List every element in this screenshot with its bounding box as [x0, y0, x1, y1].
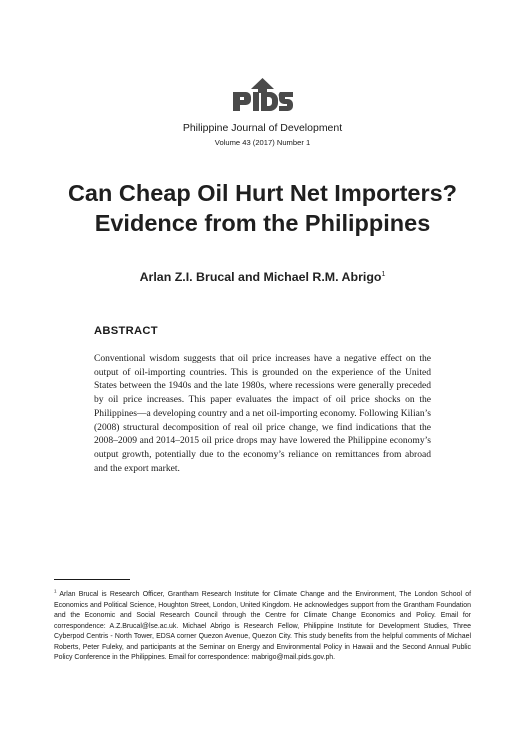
journal-volume: Volume 43 (2017) Number 1	[214, 138, 311, 147]
article-title-line-1: Can Cheap Oil Hurt Net Importers?	[67, 180, 458, 206]
abstract-heading: ABSTRACT	[94, 325, 158, 337]
article-title-line-2: Evidence from the Philippines	[94, 210, 431, 236]
footnote-text: Arlan Brucal is Research Officer, Grantham Research Institute for Climate Change and the Environment, The London School of Economics and Political Science, Houghton Street, London, United Kingdom. He acknowledges support from the Grantham Foundation and the Economic and Social Research Council through the Centre for Climate Change Economics and Policy. Email for correspondence: A.Z.Brucal@lse.ac.uk. Michael Abrigo is Research Fellow, Philippine Institute for Development Studies, Three Cyberpod Centris - North Tower, EDSA corner Quezon Avenue, Quezon City. This study benefits from the helpful comments of Michael Roberts, Peter Fuleky, and participants at the Seminar on Energy and Environmental Policy in Hawaii and the Second Annual Public Policy Conference in the Philippines. Email for correspondence: mabrigo@mail.pids.gov.ph.	[54, 591, 471, 661]
author-list	[0, 270, 525, 284]
author-footnote-marker[interactable]: 1	[381, 270, 386, 278]
abstract-body: Conventional wisdom suggests that oil price increases have a negative effect on the output of oil-importing countries. This is grounded on the experience of the United States between the 1940s and the late 1980s, where recessions were generally preceded by oil price increases. This paper evaluates the impact of oil price shocks on the Philippines—a developing country and a net oil-importing economy. Following Kilian’s (2008) structural decomposition of real oil price change, we find indications that the 2008–2009 and 2014–2015 oil price drops may have lowered the Philippine economy’s output growth, potentially due to the economy’s reliance on remittances from abroad and the export market.	[94, 353, 431, 474]
footnote	[54, 590, 471, 664]
pids-logo	[231, 78, 294, 112]
journal-name: Philippine Journal of Development	[182, 122, 343, 134]
author-names: Arlan Z.I. Brucal and Michael R.M. Abrigo	[139, 270, 382, 284]
footnote-marker: 1	[54, 588, 57, 594]
article-title	[40, 178, 485, 238]
footnote-divider	[54, 579, 130, 580]
